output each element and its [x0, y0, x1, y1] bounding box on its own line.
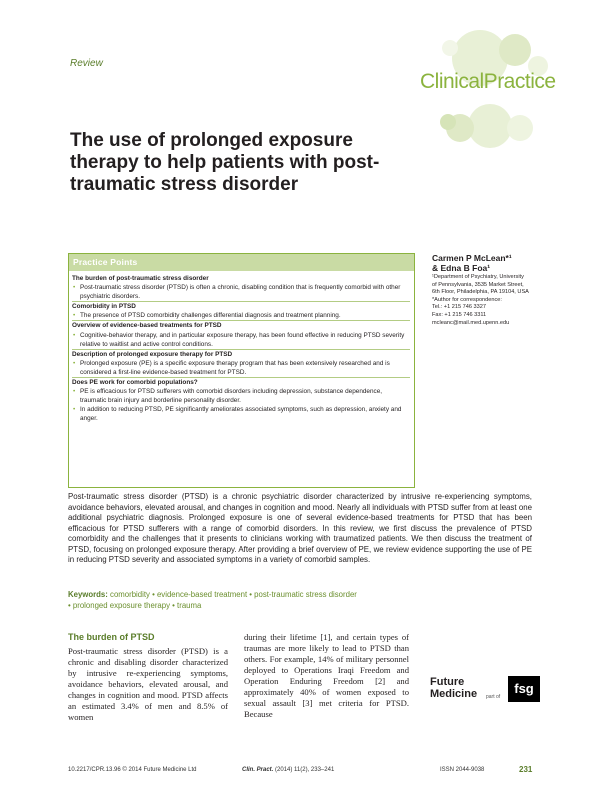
affiliation-line: Tel.: +1 215 746 3327 — [432, 304, 486, 311]
footer-journal: Clin. Pract. — [242, 767, 274, 773]
body-column-2: during their lifetime [1], and certain types of traumas are more likely to lead to PTSD than others. For example, 14% of military personnel deployed to Operations Iraqi Freedom and Operation Enduring Freedom [2] and approximately 40% of women exposed to sexual assault [3] met criteria for PTSD. Because — [244, 632, 409, 719]
author-line: Carmen P McLean*¹ — [432, 253, 512, 263]
keywords-label: Keywords: — [68, 590, 108, 599]
publisher-logo — [430, 676, 550, 712]
pp-section-heading: Comorbidity in PTSD — [72, 301, 410, 311]
pp-item: • Post-traumatic stress disorder (PTSD) is often a chronic, disabling condition that is frequently comorbid with other psychiatric disorders. — [72, 283, 410, 301]
keywords-line2: • prolonged exposure therapy • trauma — [68, 600, 202, 610]
practice-points-body — [72, 274, 410, 424]
keywords — [68, 590, 532, 611]
section-heading: The burden of PTSD — [68, 632, 155, 642]
part-of-label: part of — [486, 694, 501, 700]
pp-item: • In addition to reducing PTSD, PE significantly ameliorates associated symptoms, such as depression, anxiety and anger. — [72, 405, 410, 423]
article-title: The use of prolonged exposure therapy to help patients with post-traumatic stress disorder — [70, 130, 380, 195]
pp-section-heading: Description of prolonged exposure therapy for PTSD — [72, 349, 410, 359]
footer-issn: ISSN 2044-9038 — [440, 767, 485, 773]
practice-points-box — [68, 253, 415, 488]
section-label: Review — [70, 58, 103, 69]
footer-citation — [242, 767, 334, 773]
author-line: & Edna B Foa¹ — [432, 263, 491, 273]
publisher-name-1: Future — [430, 676, 465, 688]
footer-doi: 10.2217/CPR.13.96 © 2014 Future Medicine Ltd — [68, 767, 197, 773]
pp-item: • Cognitive-behavior therapy, and in particular exposure therapy, has been found effective in reducing PTSD severity relative to waitlist and active control conditions. — [72, 331, 410, 349]
abstract: Post-traumatic stress disorder (PTSD) is a chronic psychiatric disorder characterized by intrusive re-experiencing symptoms, avoidance behaviors, elevated arousal, and changes in cognition and mood. Nearly all individuals with PTSD suffer from at least one additional psychiatric diagnosis. Prolonged exposure is one of several evidence-based treatments for PTSD that has been efficacious for PTSD sufferers with a range of comorbid disorders. In this review, we first discuss the prevalence of PTSD comorbidity and the challenges that it presents to clinicians working with traumatized patients. We then discuss the treatment of PTSD, focusing on prolonged exposure therapy. After providing a brief overview of PE, we review evidence supporting the use of PE in reducing PTSD severity and associated symptoms in a variety of comorbid samples. — [68, 492, 532, 564]
publisher-name-2: Medicine — [430, 688, 478, 700]
affiliation — [432, 274, 572, 327]
pp-item: • PE is efficacious for PTSD sufferers with comorbid disorders including depression, substance dependence, traumatic brain injury and borderline personality disorder. — [72, 387, 410, 405]
practice-points-header — [69, 254, 414, 271]
affiliation-line: ¹Department of Psychiatry, University — [432, 274, 524, 280]
fsg-logo: fsg — [508, 676, 540, 702]
affiliation-line: Fax: +1 215 746 3311 — [432, 311, 487, 318]
author-email[interactable]: mcleanc@mail.med.upenn.edu — [432, 319, 510, 326]
authors — [432, 253, 512, 273]
pp-section-heading: Does PE work for comorbid populations? — [72, 377, 410, 387]
pp-section-heading: Overview of evidence-based treatments for PTSD — [72, 320, 410, 330]
pp-item: • The presence of PTSD comorbidity challenges differential diagnosis and treatment planning. — [72, 311, 410, 320]
affiliation-line: 6th Floor, Philadelphia, PA 19104, USA — [432, 289, 529, 296]
practice-points-heading: Practice Points — [73, 257, 138, 267]
body-column-1: Post-traumatic stress disorder (PTSD) is a chronic and disabling disorder characterized by intrusive re-experiencing symptoms, avoidance behaviors, elevated arousal, and changes in cognition and mood. PTSD affects an estimated 3.4% of men and 8.5% of women — [68, 646, 228, 722]
keywords-line1: comorbidity • evidence-based treatment • post-traumatic stress disorder — [110, 590, 357, 599]
affiliation-line: *Author for correspondence: — [432, 296, 502, 303]
pp-item: • Prolonged exposure (PE) is a specific exposure therapy program that has been extensively researched and is considered a first-line evidence-based treatment for PTSD. — [72, 359, 410, 377]
page-number: 231 — [519, 765, 533, 774]
affiliation-line: of Pennsylvania, 3535 Market Street, — [432, 281, 524, 288]
journal-logo-text: ClinicalPractice — [420, 70, 556, 93]
pp-section-heading: The burden of post-traumatic stress disorder — [72, 275, 209, 282]
footer-volume: (2014) 11(2), 233–241 — [275, 767, 335, 773]
